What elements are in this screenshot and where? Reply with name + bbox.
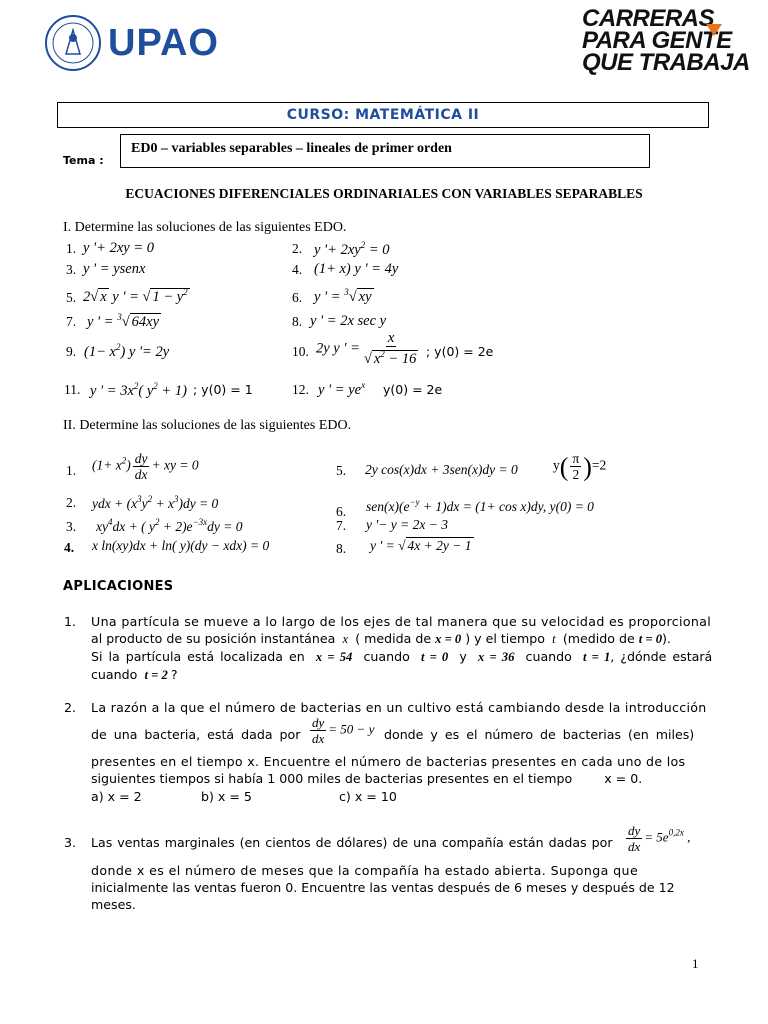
s1-num-6: 6. bbox=[292, 290, 303, 305]
s1-num-3: 3. bbox=[66, 262, 77, 277]
s2-eq-4: x ln(xy)dx + ln( y)(dy − xdx) = 0 bbox=[92, 538, 270, 553]
topic-value: ED0 – variables separables – lineales de primer orden bbox=[131, 141, 452, 156]
slogan-accent-icon bbox=[706, 24, 722, 36]
s2-eq-6: $sen(x)(e^{-y} + 1)dx = (1+ \cos x)dy$, y(0) = 0 bbox=[366, 497, 594, 514]
topic-label: Tema : bbox=[63, 154, 104, 167]
s1-eq-5: 2√ x y ' = √ $1 - y^2$ bbox=[83, 287, 188, 305]
s2-num-3: 3. bbox=[66, 519, 77, 534]
s1-cond-11: ; y(0) = 1 bbox=[193, 382, 253, 397]
app-1-line-2: al producto de su posición instantánea x ( medida de x = 0 ) y el tiempo t (medido de t = 0). bbox=[91, 631, 671, 646]
s1-num-9: 9. bbox=[66, 344, 77, 359]
s1-eq-6: y ' = $^3$√ xy bbox=[314, 287, 372, 305]
s2-cond-5: y( $\frac{\pi}{2}$ )=2 bbox=[553, 451, 607, 482]
s1-eq-9: $(1- x^2)$ y '= 2y bbox=[84, 342, 170, 360]
s1-eq-4: (1+ x) y ' = 4y bbox=[314, 261, 399, 277]
s2-num-7: 7. bbox=[336, 518, 347, 533]
s1-num-8: 8. bbox=[292, 314, 303, 329]
section-2-heading: II. Determine las soluciones de las siguientes EDO. bbox=[63, 418, 352, 433]
s1-num-7: 7. bbox=[66, 314, 77, 329]
s1-eq-1: y '+ 2xy = 0 bbox=[83, 240, 154, 256]
main-heading: ECUACIONES DIFERENCIALES ORDINARIALES CON VARIABLES SEPARABLES bbox=[125, 186, 643, 201]
university-seal bbox=[44, 14, 102, 76]
page-number: 1 bbox=[692, 956, 699, 971]
slogan-line-2: PARA GENTE bbox=[582, 27, 732, 54]
s1-num-11: 11. bbox=[64, 382, 81, 397]
s1-eq-2: y '+ $2xy^2 = 0$ bbox=[314, 240, 390, 258]
app-2-line-2a: de una bacteria, está dada por bbox=[91, 727, 301, 742]
s1-num-1: 1. bbox=[66, 241, 77, 256]
topic-box bbox=[120, 134, 650, 168]
s2-eq-1: $(1+ x^2)$ $\frac{dy}{dx}$ + xy = 0 bbox=[92, 451, 199, 482]
s2-eq-3: $xy^4dx$ + ( $y^2 + 2)e^{-3x}dy = 0$ bbox=[96, 517, 243, 534]
app-1-line-4: cuando t = 2 ? bbox=[91, 667, 178, 682]
app-2-line-3: presentes en el tiempo x. Encuentre el número de bacterias presentes en cada uno de los bbox=[91, 754, 686, 769]
app-1-text bbox=[91, 613, 713, 684]
app-2-line-1: La razón a la que el número de bacterias en un cultivo está cambiando desde la introducción bbox=[91, 700, 707, 715]
app-3-equation: $\frac{dy}{dx}$ = $5e^{0,2x}$ , bbox=[628, 823, 691, 854]
course-title: CURSO: MATEMÁTICA II bbox=[286, 107, 480, 123]
s1-num-12: 12. bbox=[292, 382, 309, 397]
s1-num-4: 4. bbox=[292, 262, 303, 277]
s2-num-8: 8. bbox=[336, 541, 347, 556]
s1-num-5: 5. bbox=[66, 290, 77, 305]
s1-cond-12: y(0) = 2e bbox=[383, 382, 443, 397]
app-3-line-3: inicialmente las ventas fueron 0. Encuentre las ventas después de 6 meses y después de 12 bbox=[91, 880, 675, 895]
app-2-option-c: c) x = 10 bbox=[339, 789, 397, 804]
slogan-line-1: CARRERAS bbox=[582, 5, 715, 32]
app-3-line-1: Las ventas marginales (en cientos de dólares) de una compañía están dadas por bbox=[91, 835, 613, 850]
s2-num-1: 1. bbox=[66, 463, 77, 478]
section-1-heading: I. Determine las soluciones de las siguientes EDO. bbox=[63, 220, 347, 235]
app-2-line-4: siguientes tiempos si había 1 000 miles de bacterias presentes en el tiempo x = 0. bbox=[91, 771, 643, 786]
s1-eq-3: y ' = ysenx bbox=[83, 261, 146, 277]
app-1-num: 1. bbox=[64, 614, 77, 629]
s2-eq-2: ydx + $(x^3y^2 + x^3)dy = 0$ bbox=[92, 494, 219, 511]
applications-heading: APLICACIONES bbox=[63, 579, 174, 594]
university-logo: UPAO bbox=[108, 22, 219, 64]
s2-eq-5: 2y cos(x)dx + 3sen(x)dy = 0 bbox=[365, 462, 518, 477]
s1-eq-10: 2y y ' = $\frac{x}{√ x^2 - 16}$ bbox=[316, 330, 417, 367]
app-2-option-a: a) x = 2 bbox=[91, 789, 142, 804]
course-title-box bbox=[57, 102, 709, 128]
s1-eq-7: y ' = $^3$√ 64xy bbox=[87, 312, 160, 330]
seal-icon bbox=[44, 14, 102, 72]
s1-eq-12: y ' = $ye^x$ bbox=[318, 380, 366, 398]
s2-eq-8: y ' = √ 4x + 2y − 1 bbox=[370, 538, 472, 553]
app-1-line-1: Una partícula se mueve a lo largo de los ejes de tal manera que su velocidad es proporcional bbox=[91, 614, 712, 629]
s2-num-5: 5. bbox=[336, 463, 347, 478]
s2-eq-7: y '− y = 2x − 3 bbox=[366, 517, 448, 532]
app-2-equation: $\frac{dy}{dx}$ = 50 − y bbox=[312, 715, 375, 746]
s2-num-6: 6. bbox=[336, 504, 347, 519]
app-3-line-2: donde x es el número de meses que la compañía ha estado abierta. Suponga que bbox=[91, 863, 639, 878]
slogan-line-3: QUE TRABAJA bbox=[582, 49, 750, 76]
app-2-line-2b: donde y es el número de bacterias (en miles) bbox=[384, 727, 695, 742]
s1-cond-10: ; y(0) = 2e bbox=[426, 344, 494, 359]
app-1-line-3: Si la partícula está localizada en x = 54 cuando t = 0 y x = 36 cuando t = 1, ¿dónde estará bbox=[91, 649, 713, 664]
app-3-num: 3. bbox=[64, 835, 77, 850]
slogan bbox=[582, 5, 750, 76]
app-2-num: 2. bbox=[64, 700, 77, 715]
s2-num-2: 2. bbox=[66, 495, 77, 510]
app-3-line-4: meses. bbox=[91, 897, 136, 912]
s1-eq-11: y ' = $3x^2$( $y^2 + 1$) bbox=[90, 381, 187, 399]
s2-num-4: 4. bbox=[64, 540, 75, 555]
s1-eq-8: y ' = 2x sec y bbox=[310, 313, 387, 329]
app-2-option-b: b) x = 5 bbox=[201, 789, 252, 804]
s1-num-10: 10. bbox=[292, 344, 309, 359]
s1-num-2: 2. bbox=[292, 241, 303, 256]
